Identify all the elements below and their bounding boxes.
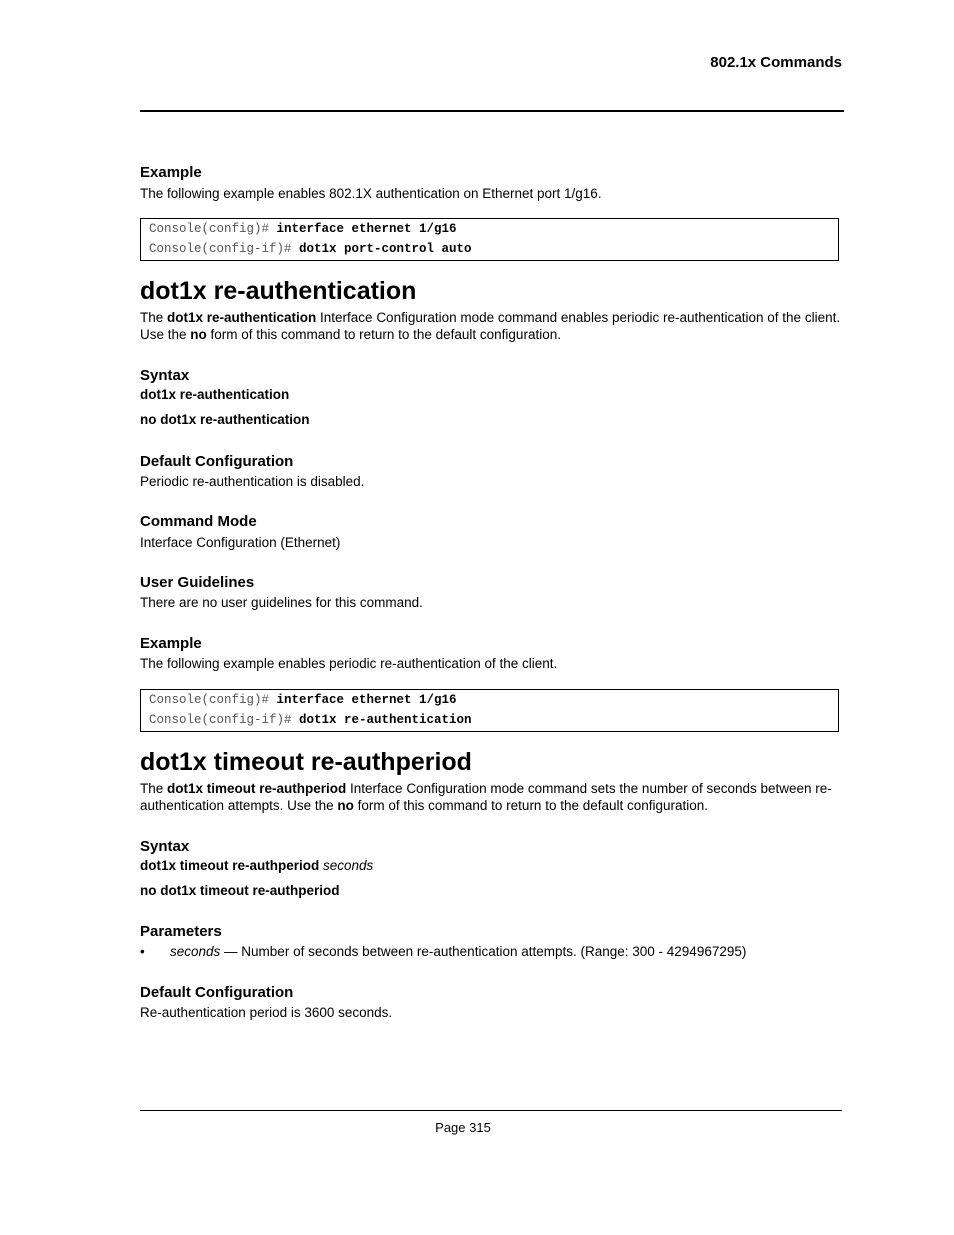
parameters-heading: Parameters xyxy=(140,923,222,940)
example-heading: Example xyxy=(140,635,202,652)
syntax-heading: Syntax xyxy=(140,367,190,384)
syntax-argument: seconds xyxy=(323,858,374,873)
default-heading: Default Configuration xyxy=(140,984,294,1001)
default-heading: Default Configuration xyxy=(140,453,294,470)
intro-text: Interface Configuration mode command sets the number of seconds between re-authentication attempts. Use the xyxy=(140,781,832,813)
parameter-description: — Number of seconds between re-authentication attempts. (Range: 300 - 4294967295) xyxy=(220,944,747,959)
guidelines-heading: User Guidelines xyxy=(140,574,255,591)
syntax-line: dot1x re-authentication xyxy=(140,387,290,402)
code-command: interface ethernet 1/g16 xyxy=(276,222,457,236)
intro-command: dot1x timeout re-authperiod xyxy=(167,781,347,796)
code-line xyxy=(149,242,472,256)
code-prompt: Console(config)# xyxy=(149,222,277,236)
code-block xyxy=(140,218,839,261)
syntax-heading: Syntax xyxy=(140,838,190,855)
header-rule xyxy=(140,110,844,112)
code-command: dot1x port-control auto xyxy=(299,242,472,256)
example-heading: Example xyxy=(140,164,202,181)
page-number: Page 315 xyxy=(435,1120,491,1135)
syntax-line: no dot1x re-authentication xyxy=(140,412,310,427)
code-prompt: Console(config-if)# xyxy=(149,242,300,256)
default-text: Periodic re-authentication is disabled. xyxy=(140,474,365,489)
example-text: The following example enables periodic re-authentication of the client. xyxy=(140,656,558,671)
syntax-command: dot1x timeout re-authperiod xyxy=(140,858,324,873)
syntax-line: no dot1x timeout re-authperiod xyxy=(140,883,340,898)
guidelines-text: There are no user guidelines for this command. xyxy=(140,595,423,610)
code-command: interface ethernet 1/g16 xyxy=(276,693,457,707)
example-text: The following example enables 802.1X authentication on Ethernet port 1/g16. xyxy=(140,186,602,201)
section-title: dot1x timeout re-authperiod xyxy=(140,748,472,776)
code-command: dot1x re-authentication xyxy=(299,713,472,727)
intro-text: form of this command to return to the default configuration. xyxy=(353,798,709,813)
mode-text: Interface Configuration (Ethernet) xyxy=(140,535,341,550)
parameter-item xyxy=(170,944,746,959)
intro-text: form of this command to return to the default configuration. xyxy=(206,327,561,342)
intro-text: The xyxy=(140,781,168,796)
default-text: Re-authentication period is 3600 seconds. xyxy=(140,1005,393,1020)
code-line xyxy=(149,693,457,707)
parameter-name: seconds xyxy=(170,944,221,959)
section-title: dot1x re-authentication xyxy=(140,277,417,305)
intro-keyword: no xyxy=(337,798,354,813)
intro-command: dot1x re-authentication xyxy=(167,310,317,325)
intro-keyword: no xyxy=(190,327,207,342)
code-prompt: Console(config-if)# xyxy=(149,713,300,727)
bullet: • xyxy=(140,944,145,959)
code-prompt: Console(config)# xyxy=(149,693,277,707)
intro-text: The xyxy=(140,310,168,325)
syntax-line xyxy=(140,858,373,873)
running-header: 802.1x Commands xyxy=(710,54,842,71)
code-line xyxy=(149,713,472,727)
section-intro xyxy=(140,309,842,343)
code-block xyxy=(140,689,839,732)
footer-rule xyxy=(140,1110,842,1111)
intro-text: Interface Configuration mode command enables periodic re-authentication of the client. Use the xyxy=(140,310,841,342)
section-intro xyxy=(140,780,842,814)
mode-heading: Command Mode xyxy=(140,513,257,530)
code-line xyxy=(149,222,457,236)
